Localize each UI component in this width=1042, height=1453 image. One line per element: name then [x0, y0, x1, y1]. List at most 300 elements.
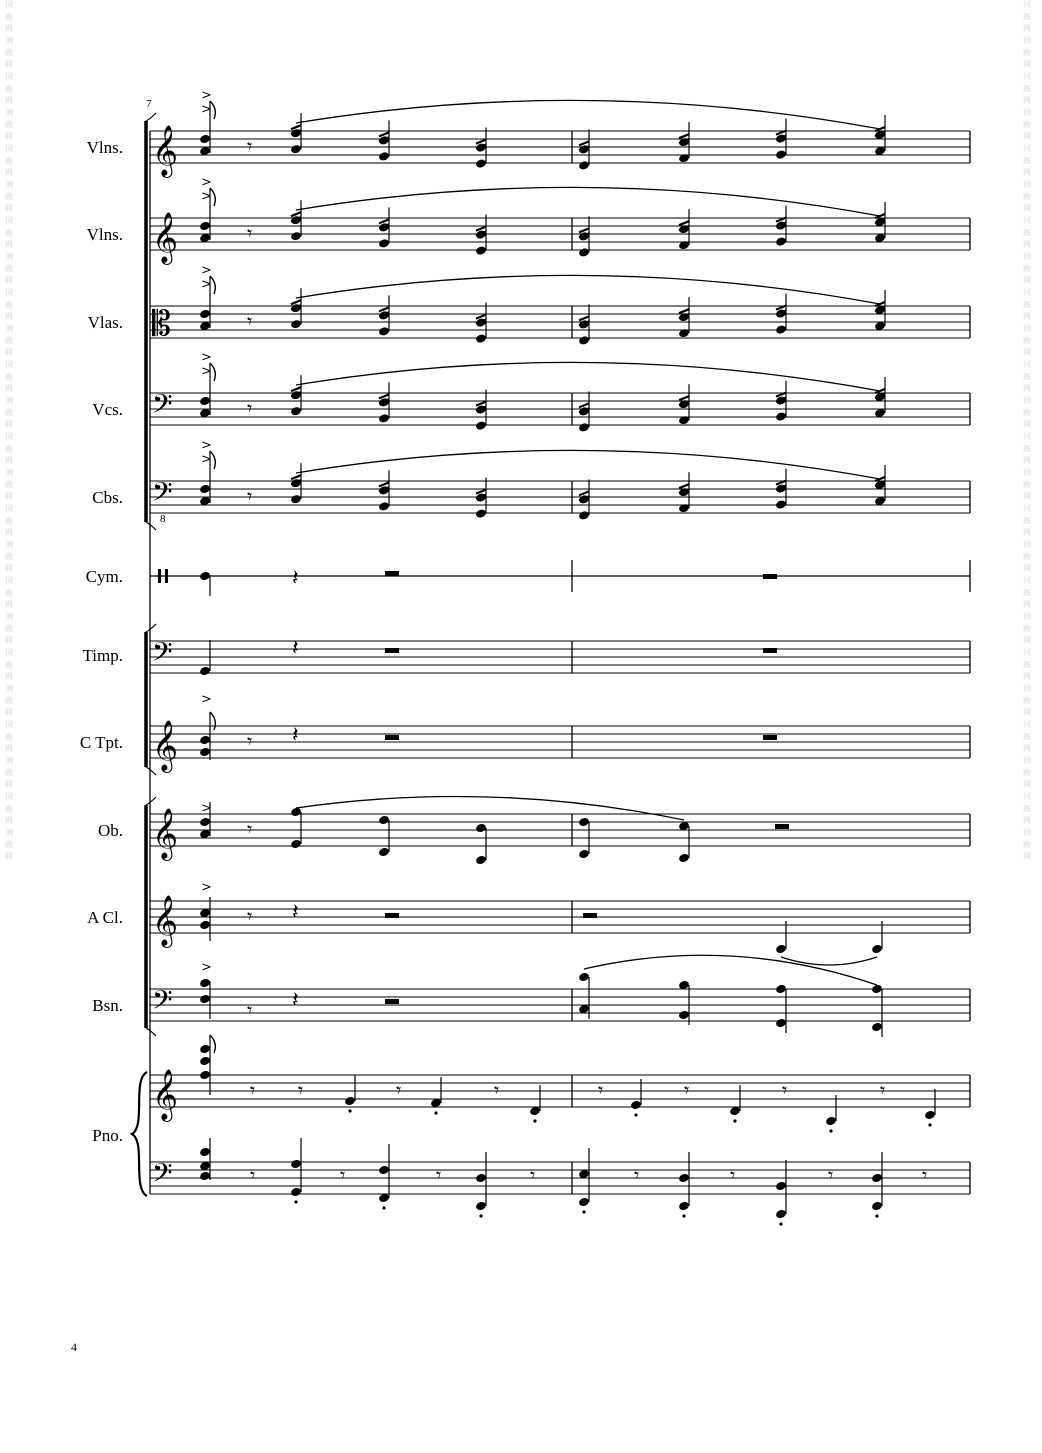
note-head — [199, 571, 211, 582]
watermark-glyph: 网 — [5, 708, 13, 717]
page-number: 4 — [71, 1340, 77, 1354]
alto-clef: 𝄡 — [152, 304, 171, 344]
note-head — [475, 158, 487, 169]
note-head — [199, 396, 211, 407]
watermark-glyph: 词 — [5, 540, 13, 549]
watermark-glyph: 网 — [1023, 24, 1031, 33]
accent-mark: > — [201, 364, 212, 379]
watermark-glyph: 曲 — [5, 120, 13, 129]
watermark-glyph: 网 — [5, 420, 13, 429]
watermark-glyph: 词 — [1023, 432, 1031, 441]
eighth-rest: 𝄾 — [684, 1078, 690, 1102]
eighth-rest: 𝄾 — [922, 1163, 928, 1187]
watermark-glyph: 网 — [5, 24, 13, 33]
label-bsn: Bsn. — [92, 996, 123, 1015]
eighth-rest: 𝄾 — [730, 1163, 736, 1187]
watermark-glyph: 词 — [1023, 648, 1031, 657]
watermark-glyph: 网 — [1023, 708, 1031, 717]
watermark-glyph: 词 — [5, 324, 13, 333]
watermark-glyph: 曲 — [5, 192, 13, 201]
eighth-rest: 𝄾 — [247, 396, 253, 420]
watermark-glyph: 曲 — [1023, 804, 1031, 813]
watermark-glyph: 网 — [1023, 528, 1031, 537]
note-head — [199, 920, 211, 931]
half-rest — [763, 735, 777, 740]
tremolo-stroke — [476, 140, 486, 144]
bass-clef: 𝄢 — [152, 1157, 173, 1195]
staccato-dot — [779, 1222, 782, 1225]
eighth-rest: 𝄾 — [494, 1078, 500, 1102]
note-head — [290, 406, 302, 417]
note-flag — [210, 712, 215, 730]
watermark-glyph: 网 — [5, 600, 13, 609]
accent-mark: > — [201, 801, 212, 816]
slur — [296, 796, 684, 820]
label-cbs: Cbs. — [92, 488, 123, 507]
accent-mark: > — [201, 880, 212, 895]
watermark-glyph: 曲 — [5, 660, 13, 669]
label-ob: Ob. — [97, 821, 123, 840]
tremolo-stroke — [379, 307, 389, 311]
watermark-glyph: 曲 — [1023, 444, 1031, 453]
half-rest — [385, 648, 399, 653]
eighth-rest: 𝄾 — [250, 1078, 256, 1102]
accent-mark: > — [201, 350, 212, 365]
bass-clef: 𝄢 — [152, 984, 173, 1022]
watermark-glyph: 网 — [1023, 744, 1031, 753]
watermark-glyph: 网 — [5, 60, 13, 69]
note-head — [199, 994, 211, 1005]
tremolo-stroke — [291, 212, 301, 216]
watermark-glyph: 网 — [1023, 780, 1031, 789]
tremolo-stroke — [379, 219, 389, 223]
watermark-glyph: 网 — [1023, 132, 1031, 141]
note-head — [199, 134, 211, 145]
watermark-glyph: 词 — [5, 432, 13, 441]
watermark-glyph: 词 — [5, 648, 13, 657]
note-head — [871, 1022, 883, 1033]
watermark-glyph: 词 — [1023, 360, 1031, 369]
watermark-glyph: 词 — [5, 252, 13, 261]
note-head — [775, 411, 787, 422]
watermark-glyph: 词 — [5, 720, 13, 729]
watermark-glyph: 曲 — [5, 84, 13, 93]
note-head — [199, 1171, 211, 1182]
tremolo-stroke — [579, 403, 589, 407]
watermark-glyph: 曲 — [1023, 516, 1031, 525]
note-head — [630, 1100, 642, 1111]
note-head — [378, 501, 390, 512]
note-head — [678, 1010, 690, 1021]
note-head — [578, 335, 590, 346]
tremolo-stroke — [379, 482, 389, 486]
watermark-glyph: 网 — [5, 528, 13, 537]
slur — [296, 100, 880, 129]
watermark-glyph: 词 — [5, 396, 13, 405]
treble-clef: 𝄞 — [152, 720, 179, 771]
piano-brace — [132, 1072, 147, 1196]
watermark-glyph: 网 — [5, 276, 13, 285]
watermark-glyph: 曲 — [1023, 84, 1031, 93]
tremolo-stroke — [679, 309, 689, 313]
note-head — [199, 666, 211, 677]
note-head — [290, 1159, 302, 1170]
watermark-glyph: 曲 — [5, 516, 13, 525]
watermark-glyph: 词 — [5, 180, 13, 189]
note-head — [775, 1018, 787, 1029]
note-head — [199, 817, 211, 828]
note-head — [378, 815, 390, 826]
bass-clef: 𝄢 — [152, 476, 173, 514]
watermark-glyph: 网 — [1023, 312, 1031, 321]
bass-clef: 𝄢 — [152, 636, 173, 674]
tremolo-stroke — [476, 315, 486, 319]
eighth-rest: 𝄾 — [396, 1078, 402, 1102]
watermark-glyph: 网 — [5, 384, 13, 393]
watermark-glyph: 网 — [1023, 672, 1031, 681]
watermark-glyph: 网 — [5, 240, 13, 249]
slur — [296, 362, 880, 391]
label-timp: Timp. — [82, 646, 123, 665]
watermark-glyph: 词 — [5, 468, 13, 477]
staccato-dot — [875, 1214, 878, 1217]
note-head — [475, 333, 487, 344]
eighth-rest: 𝄾 — [247, 998, 253, 1022]
eighth-rest: 𝄾 — [340, 1163, 346, 1187]
note-head — [825, 1116, 837, 1127]
tremolo-stroke — [291, 300, 301, 304]
note-head — [578, 1197, 590, 1208]
note-head — [475, 420, 487, 431]
slur — [584, 955, 877, 985]
watermark-glyph: 曲 — [5, 732, 13, 741]
tremolo-stroke — [476, 402, 486, 406]
note-head — [199, 309, 211, 320]
eighth-rest: 𝄾 — [247, 817, 253, 841]
watermark-glyph: 曲 — [1023, 552, 1031, 561]
note-head — [290, 839, 302, 850]
watermark-glyph: 网 — [1023, 60, 1031, 69]
accent-mark: > — [201, 88, 212, 103]
watermark-glyph: 网 — [1023, 852, 1031, 861]
watermark-glyph: 词 — [1023, 756, 1031, 765]
watermark-glyph: 词 — [1023, 180, 1031, 189]
note-head — [475, 855, 487, 866]
accent-mark: > — [201, 452, 212, 467]
watermark-glyph: 词 — [5, 612, 13, 621]
label-a-cl: A Cl. — [87, 908, 123, 927]
eighth-rest: 𝄾 — [530, 1163, 536, 1187]
tremolo-stroke — [679, 134, 689, 138]
eighth-rest: 𝄾 — [634, 1163, 640, 1187]
watermark-glyph: 网 — [5, 780, 13, 789]
quarter-rest: 𝄽 — [292, 636, 299, 661]
label-cym: Cym. — [85, 567, 123, 586]
watermark-glyph: 曲 — [1023, 336, 1031, 345]
note-head — [290, 231, 302, 242]
half-rest — [385, 735, 399, 740]
watermark-glyph: 网 — [5, 636, 13, 645]
half-rest — [385, 999, 399, 1004]
note-head — [775, 499, 787, 510]
quarter-rest: 𝄽 — [292, 723, 299, 748]
watermark-glyph: 曲 — [1023, 228, 1031, 237]
tremolo-stroke — [579, 316, 589, 320]
eighth-rest: 𝄾 — [298, 1078, 304, 1102]
note-head — [199, 1070, 211, 1081]
treble-clef: 𝄞 — [152, 212, 179, 263]
watermark-glyph: 曲 — [1023, 624, 1031, 633]
staccato-dot — [382, 1206, 385, 1209]
eighth-rest: 𝄾 — [250, 1163, 256, 1187]
watermark-glyph: 词 — [1023, 540, 1031, 549]
eighth-rest: 𝄾 — [880, 1078, 886, 1102]
note-head — [924, 1110, 936, 1121]
watermark-glyph: 曲 — [5, 804, 13, 813]
note-head — [378, 847, 390, 858]
note-head — [775, 984, 787, 995]
label-vlns-1: Vlns. — [86, 138, 123, 157]
note-head — [378, 1165, 390, 1176]
watermark-glyph: 曲 — [1023, 480, 1031, 489]
watermark-glyph: 曲 — [5, 156, 13, 165]
tremolo-stroke — [379, 394, 389, 398]
watermark-glyph: 词 — [5, 576, 13, 585]
watermark-glyph: 曲 — [5, 588, 13, 597]
watermark-glyph: 网 — [1023, 348, 1031, 357]
half-rest — [583, 913, 597, 918]
watermark-glyph: 网 — [5, 492, 13, 501]
note-head — [578, 849, 590, 860]
note-head — [775, 1209, 787, 1220]
watermark-glyph: 词 — [1023, 720, 1031, 729]
tremolo-stroke — [579, 228, 589, 232]
half-rest — [385, 571, 399, 576]
watermark-glyph: 曲 — [5, 840, 13, 849]
note-head — [871, 1173, 883, 1184]
staccato-dot — [634, 1113, 637, 1116]
note-head — [578, 510, 590, 521]
watermark-glyph: 词 — [1023, 468, 1031, 477]
note-head — [578, 972, 590, 983]
staves — [150, 131, 970, 1194]
watermark-glyph: 网 — [5, 744, 13, 753]
watermark-glyph: 词 — [1023, 504, 1031, 513]
watermark-glyph: 网 — [5, 672, 13, 681]
note-head — [678, 1173, 690, 1184]
treble-clef: 𝄞 — [152, 895, 179, 946]
staccato-dot — [733, 1119, 736, 1122]
slur — [296, 450, 880, 479]
watermark-glyph: 曲 — [1023, 300, 1031, 309]
note-head — [378, 151, 390, 162]
note-head — [578, 817, 590, 828]
note-head — [475, 508, 487, 519]
note-head — [378, 413, 390, 424]
percussion-clef — [165, 569, 168, 583]
note-head — [475, 823, 487, 834]
eighth-rest: 𝄾 — [598, 1078, 604, 1102]
label-pno: Pno. — [92, 1126, 123, 1145]
note-head — [871, 1201, 883, 1212]
note-head — [199, 221, 211, 232]
watermark-glyph: 词 — [1023, 144, 1031, 153]
tremolo-stroke — [579, 491, 589, 495]
watermark-glyph: 曲 — [5, 768, 13, 777]
label-c-tpt: C Tpt. — [79, 733, 123, 752]
watermark-glyph: 曲 — [5, 552, 13, 561]
note-head — [871, 944, 883, 955]
watermark-glyph: 网 — [1023, 276, 1031, 285]
note-head — [578, 422, 590, 433]
watermark-glyph: 词 — [5, 144, 13, 153]
half-rest — [763, 648, 777, 653]
eighth-rest: 𝄾 — [247, 904, 253, 928]
note-head — [378, 326, 390, 337]
eighth-rest: 𝄾 — [247, 134, 253, 158]
tremolo-stroke — [291, 125, 301, 129]
accent-mark: > — [201, 438, 212, 453]
watermark-glyph: 网 — [5, 348, 13, 357]
label-vlas: Vlas. — [87, 313, 123, 332]
watermark-glyph: 词 — [1023, 324, 1031, 333]
slur — [296, 187, 880, 216]
watermark-glyph: 词 — [1023, 252, 1031, 261]
staccato-dot — [348, 1109, 351, 1112]
watermark-glyph: 曲 — [1023, 156, 1031, 165]
note-head — [290, 1187, 302, 1198]
watermark-glyph: 网 — [1023, 816, 1031, 825]
half-rest — [385, 913, 399, 918]
watermark-glyph: 网 — [1023, 636, 1031, 645]
watermark-glyph: 词 — [5, 108, 13, 117]
watermark-glyph: 网 — [1023, 492, 1031, 501]
eighth-rest: 𝄾 — [782, 1078, 788, 1102]
watermark-glyph: 词 — [1023, 36, 1031, 45]
note-head — [344, 1096, 356, 1107]
octave-marking: 8 — [160, 513, 166, 525]
note-head — [475, 1201, 487, 1212]
eighth-rest: 𝄾 — [247, 484, 253, 508]
watermark-glyph: 曲 — [5, 48, 13, 57]
watermark-glyph: 词 — [1023, 288, 1031, 297]
tremolo-stroke — [291, 387, 301, 391]
note-head — [871, 984, 883, 995]
watermark-glyph: 曲 — [5, 480, 13, 489]
watermark-glyph: 曲 — [5, 444, 13, 453]
note-head — [678, 1201, 690, 1212]
accent-mark: > — [201, 175, 212, 190]
watermark-glyph: 曲 — [1023, 192, 1031, 201]
eighth-rest: 𝄾 — [247, 221, 253, 245]
watermark-glyph: 网 — [5, 132, 13, 141]
quarter-rest: 𝄽 — [292, 566, 299, 591]
watermark-glyph: 网 — [5, 852, 13, 861]
watermark-glyph: 词 — [5, 72, 13, 81]
treble-clef: 𝄞 — [152, 808, 179, 859]
watermark-glyph: 词 — [5, 684, 13, 693]
watermark-glyph: 词 — [5, 828, 13, 837]
tremolo-stroke — [379, 132, 389, 136]
watermark-glyph: 网 — [1023, 420, 1031, 429]
watermark-glyph: 词 — [1023, 792, 1031, 801]
staccato-dot — [294, 1200, 297, 1203]
measure-number: 7 — [146, 98, 152, 110]
quarter-rest: 𝄽 — [292, 900, 299, 925]
watermark-glyph: 曲 — [1023, 408, 1031, 417]
note-head — [290, 319, 302, 330]
label-vcs: Vcs. — [92, 400, 123, 419]
watermark-glyph: 网 — [5, 204, 13, 213]
watermark-glyph: 词 — [5, 792, 13, 801]
note-head — [475, 1173, 487, 1184]
watermark-glyph: 曲 — [5, 300, 13, 309]
watermark-glyph: 词 — [1023, 576, 1031, 585]
watermark-glyph: 词 — [5, 288, 13, 297]
note-head — [678, 853, 690, 864]
eighth-rest: 𝄾 — [247, 729, 253, 753]
note-head — [775, 149, 787, 160]
note-head — [290, 144, 302, 155]
watermark-glyph: 词 — [5, 0, 13, 9]
accent-mark: > — [201, 960, 212, 975]
watermark-glyph: 词 — [5, 216, 13, 225]
tremolo-stroke — [679, 484, 689, 488]
watermark-glyph: 词 — [5, 36, 13, 45]
quarter-rest: 𝄽 — [292, 988, 299, 1013]
note-head — [199, 735, 211, 746]
watermark-glyph: 曲 — [5, 12, 13, 21]
note-head — [775, 1181, 787, 1192]
watermark-glyph: 曲 — [1023, 588, 1031, 597]
watermark-glyph: 词 — [5, 360, 13, 369]
tremolo-stroke — [476, 227, 486, 231]
watermark-glyph: 曲 — [5, 228, 13, 237]
watermark-glyph: 词 — [1023, 108, 1031, 117]
half-rest — [763, 574, 777, 579]
staccato-dot — [479, 1214, 482, 1217]
watermark-glyph: 网 — [1023, 240, 1031, 249]
watermark-glyph: 词 — [5, 756, 13, 765]
watermark-glyph: 曲 — [5, 696, 13, 705]
watermark-glyph: 曲 — [5, 624, 13, 633]
accent-mark: > — [201, 102, 212, 117]
accent-mark: > — [201, 692, 212, 707]
note-head — [290, 807, 302, 818]
staccato-dot — [582, 1210, 585, 1213]
watermark-glyph: 曲 — [1023, 696, 1031, 705]
watermark-glyph: 词 — [1023, 828, 1031, 837]
accent-mark: > — [201, 277, 212, 292]
bass-clef: 𝄢 — [152, 388, 173, 426]
watermark-glyph: 网 — [5, 168, 13, 177]
watermark-glyph: 网 — [1023, 168, 1031, 177]
watermark-glyph: 网 — [1023, 96, 1031, 105]
watermark-glyph: 曲 — [1023, 264, 1031, 273]
note-head — [290, 494, 302, 505]
watermark-glyph: 网 — [5, 312, 13, 321]
watermark-glyph: 网 — [5, 564, 13, 573]
watermark-glyph: 曲 — [1023, 120, 1031, 129]
note-head — [775, 324, 787, 335]
watermark-glyph: 网 — [5, 816, 13, 825]
tremolo-stroke — [579, 141, 589, 145]
slur — [296, 275, 880, 304]
watermark-glyph: 曲 — [1023, 12, 1031, 21]
watermark-glyph: 网 — [5, 96, 13, 105]
half-rest — [775, 824, 789, 829]
note-head — [199, 747, 211, 758]
